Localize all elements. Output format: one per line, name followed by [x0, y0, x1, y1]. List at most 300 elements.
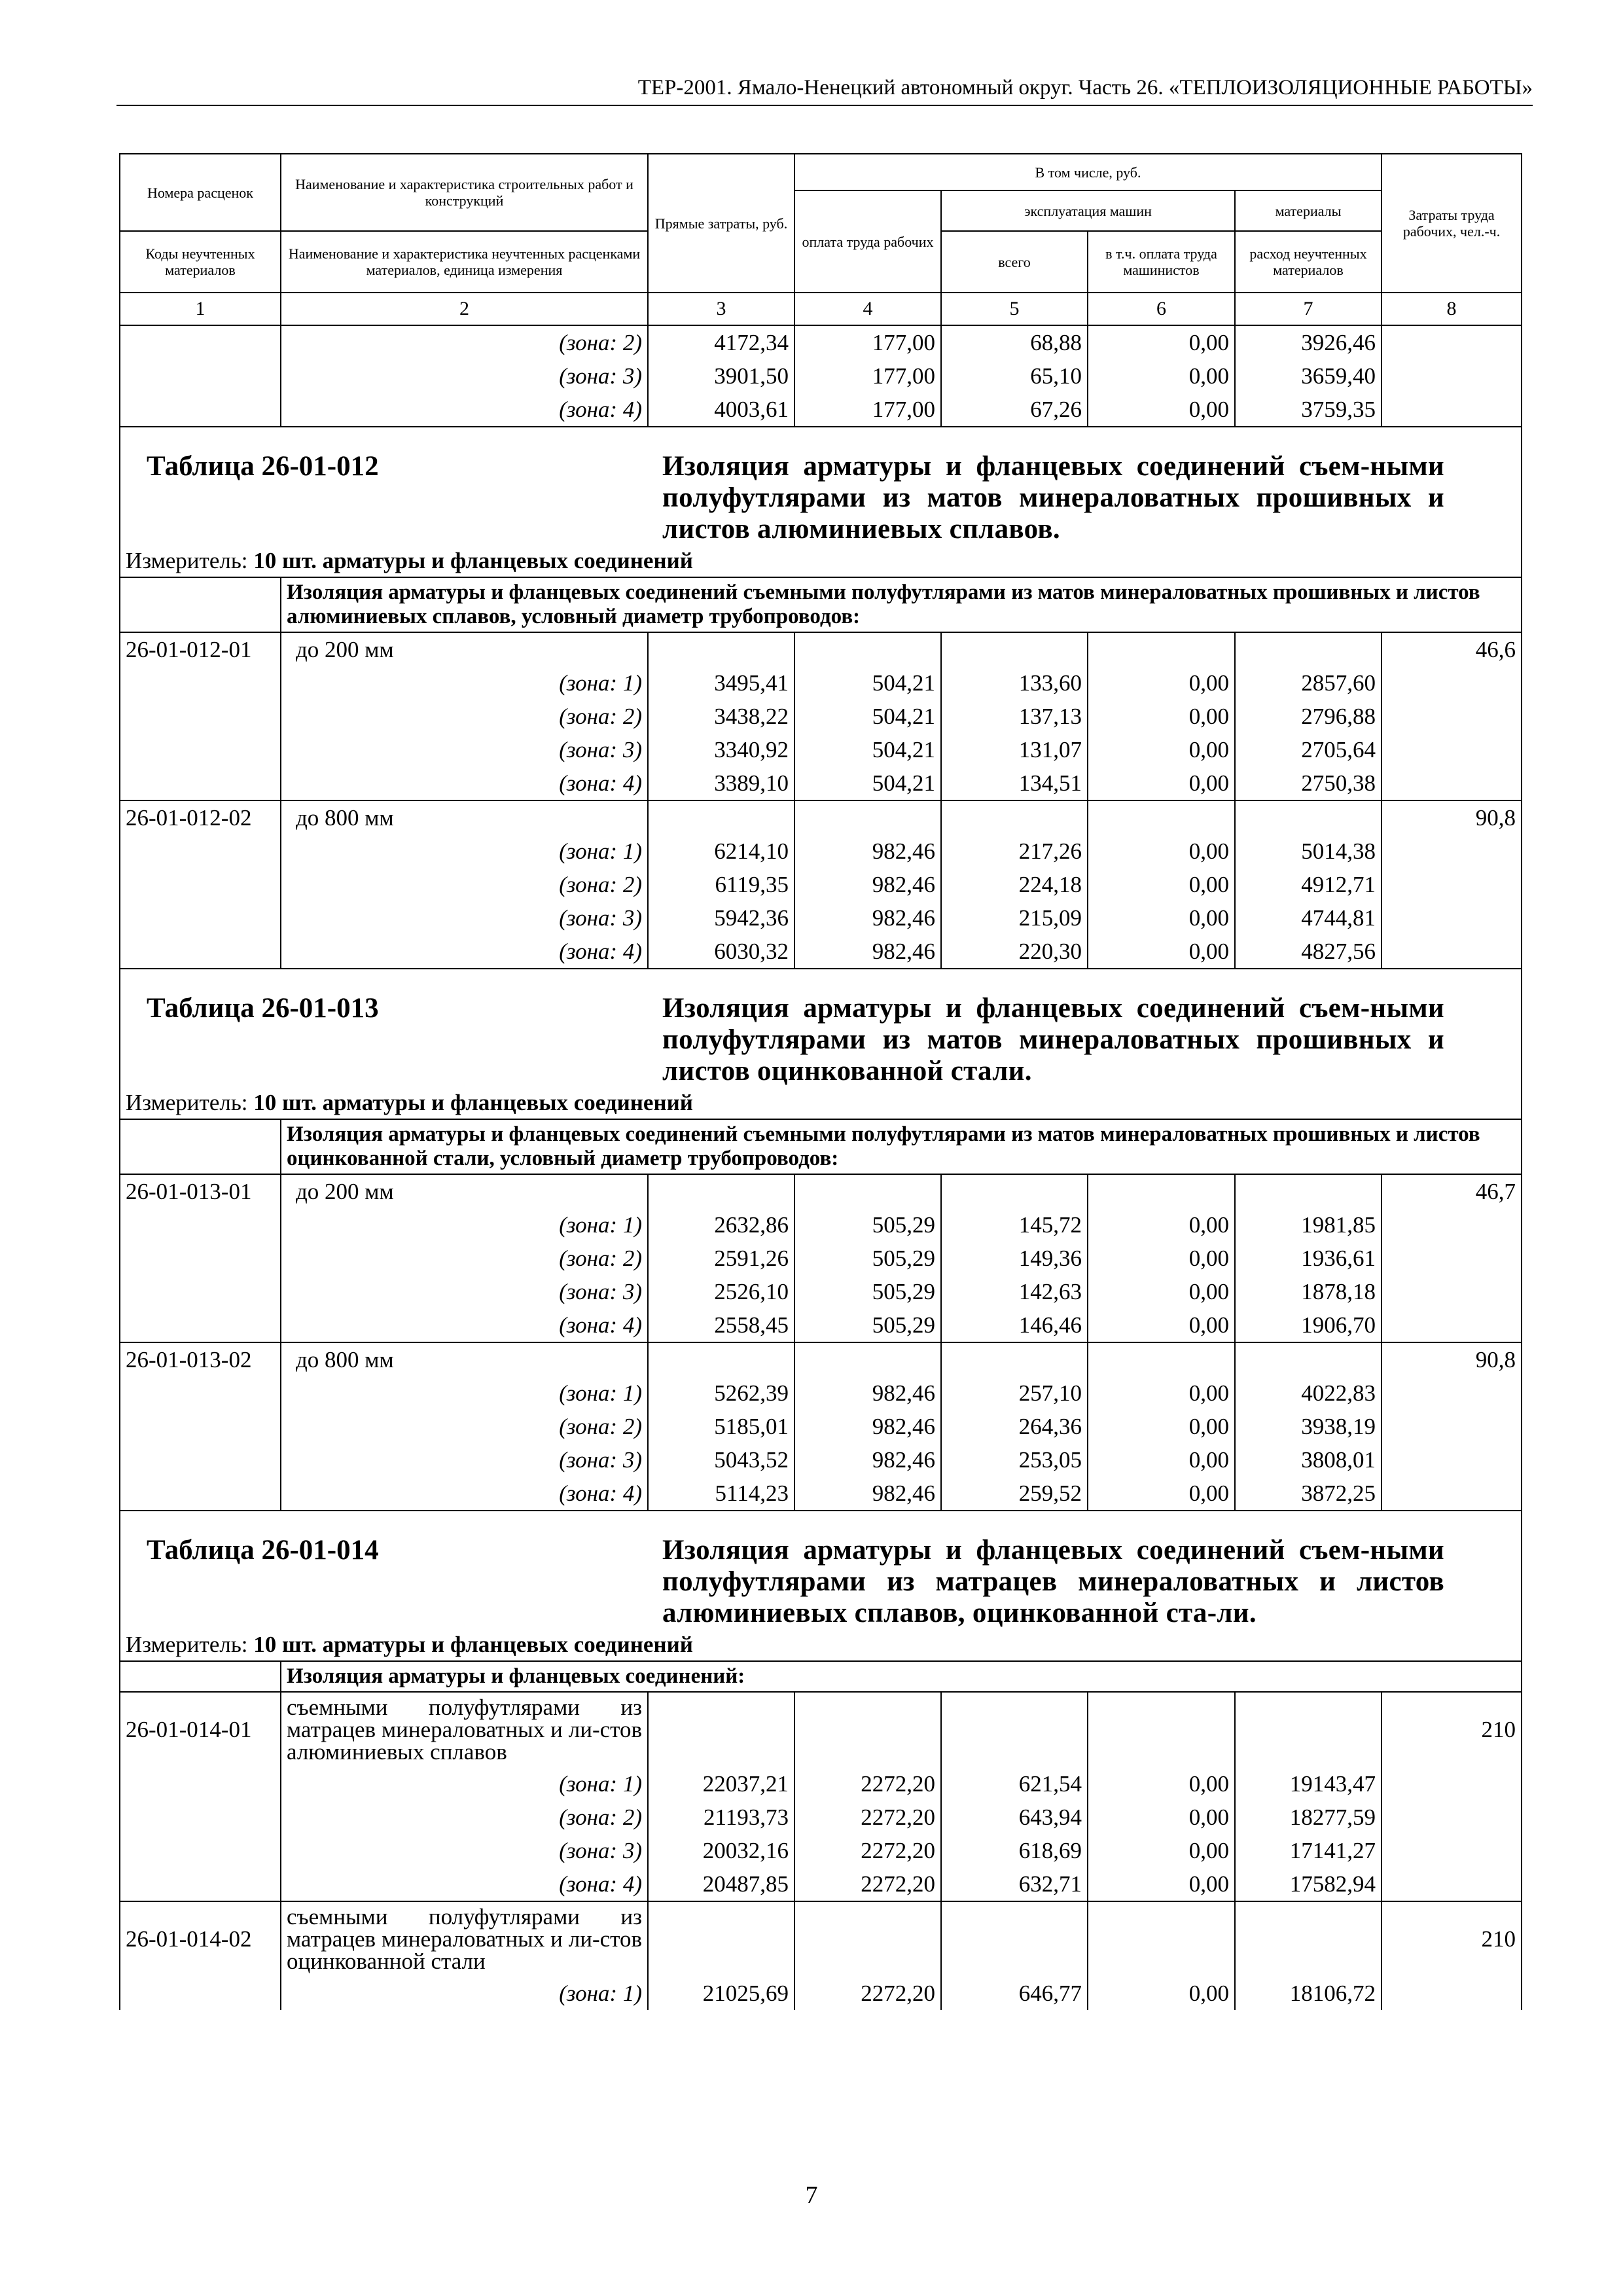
zone-row	[120, 868, 1522, 901]
empty-code-cell	[120, 325, 281, 359]
header-machines: эксплуатация машин	[941, 190, 1235, 231]
meter-label: Измеритель:	[126, 1632, 248, 1657]
materials-value: 4827,56	[1235, 935, 1382, 969]
zone-row	[120, 1977, 1522, 2010]
labor-pay-value: 505,29	[794, 1308, 941, 1342]
labor-hours-value: 90,8	[1382, 800, 1522, 834]
empty-code-cell	[120, 901, 281, 935]
materials-value: 3938,19	[1235, 1410, 1382, 1443]
machines-value: 142,63	[941, 1275, 1088, 1308]
rate-row	[120, 1342, 1522, 1376]
empty-hours-cell	[1382, 1208, 1522, 1242]
zone-row	[120, 1443, 1522, 1477]
machines-value: 257,10	[941, 1376, 1088, 1410]
rate-name: съемными полуфутлярами из матрацев минераловатных и ли-стов оцинкованной стали	[281, 1901, 648, 1977]
empty-code-cell	[120, 1208, 281, 1242]
zone-row	[120, 359, 1522, 393]
labor-hours-value: 90,8	[1382, 1342, 1522, 1376]
operators-pay-value: 0,00	[1088, 1242, 1235, 1275]
machines-value: 220,30	[941, 935, 1088, 969]
rate-code: 26-01-013-01	[120, 1174, 281, 1208]
col-number: 4	[794, 293, 941, 325]
header-labor-pay: оплата труда рабочих	[794, 190, 941, 293]
zone-row	[120, 834, 1522, 868]
empty-code-cell	[120, 868, 281, 901]
page-number: 7	[805, 2181, 818, 2209]
operators-pay-value: 0,00	[1088, 393, 1235, 427]
col-number: 2	[281, 293, 648, 325]
empty-code-cell	[120, 1801, 281, 1834]
rate-code: 26-01-012-01	[120, 632, 281, 666]
direct-cost-value: 3438,22	[648, 700, 794, 733]
operators-pay-value: 0,00	[1088, 935, 1235, 969]
zone-row	[120, 1834, 1522, 1867]
zone-label: (зона: 3)	[281, 733, 648, 766]
machines-value: 133,60	[941, 666, 1088, 700]
empty-code-cell	[120, 1242, 281, 1275]
header-including: В том числе, руб.	[794, 154, 1382, 190]
rate-code: 26-01-013-02	[120, 1342, 281, 1376]
labor-pay-value: 504,21	[794, 766, 941, 800]
materials-value: 3872,25	[1235, 1477, 1382, 1511]
materials-value: 1878,18	[1235, 1275, 1382, 1308]
zone-label: (зона: 1)	[281, 666, 648, 700]
zone-label: (зона: 2)	[281, 325, 648, 359]
empty-code-cell	[120, 1443, 281, 1477]
machines-value: 632,71	[941, 1867, 1088, 1901]
rate-row	[120, 1901, 1522, 1977]
zone-row	[120, 766, 1522, 800]
direct-cost-value: 22037,21	[648, 1767, 794, 1801]
rate-row	[120, 800, 1522, 834]
operators-pay-value: 0,00	[1088, 1801, 1235, 1834]
operators-pay-value: 0,00	[1088, 901, 1235, 935]
materials-value: 19143,47	[1235, 1767, 1382, 1801]
materials-value: 3659,40	[1235, 359, 1382, 393]
labor-pay-value: 177,00	[794, 325, 941, 359]
zone-label: (зона: 4)	[281, 766, 648, 800]
machines-value: 131,07	[941, 733, 1088, 766]
group-row	[120, 1661, 1522, 1692]
operators-pay-value: 0,00	[1088, 1767, 1235, 1801]
col-number: 6	[1088, 293, 1235, 325]
operators-pay-value: 0,00	[1088, 766, 1235, 800]
table-header	[120, 154, 1522, 325]
labor-hours-value: 210	[1382, 1692, 1522, 1767]
rate-name: до 200 мм	[281, 632, 648, 666]
direct-cost-value: 3901,50	[648, 359, 794, 393]
machines-value: 137,13	[941, 700, 1088, 733]
direct-cost-value: 21193,73	[648, 1801, 794, 1834]
header-work-name: Наименование и характеристика строительных работ и конструкций	[281, 154, 648, 231]
rate-code: 26-01-014-01	[120, 1692, 281, 1767]
table-title: Изоляция арматуры и фланцевых соединений съем-ными полуфутлярами из матов минераловатных прошивных и листов оцинкованной стали.	[662, 993, 1444, 1086]
materials-value: 1906,70	[1235, 1308, 1382, 1342]
table-number: Таблица 26-01-014	[147, 1535, 379, 1566]
group-row	[120, 1119, 1522, 1174]
direct-cost-value: 20032,16	[648, 1834, 794, 1867]
empty-hours-cell	[1382, 1376, 1522, 1410]
machines-value: 145,72	[941, 1208, 1088, 1242]
machines-value: 217,26	[941, 834, 1088, 868]
operators-pay-value: 0,00	[1088, 359, 1235, 393]
rate-code: 26-01-014-02	[120, 1901, 281, 1977]
zone-label: (зона: 1)	[281, 1767, 648, 1801]
labor-pay-value: 2272,20	[794, 1977, 941, 2010]
empty-code-cell	[120, 359, 281, 393]
direct-cost-value: 6030,32	[648, 935, 794, 969]
materials-value: 3759,35	[1235, 393, 1382, 427]
zone-label: (зона: 1)	[281, 1208, 648, 1242]
zone-label: (зона: 4)	[281, 1477, 648, 1511]
zone-label: (зона: 4)	[281, 935, 648, 969]
zone-row	[120, 1477, 1522, 1511]
col-number: 1	[120, 293, 281, 325]
zone-row	[120, 325, 1522, 359]
rate-code: 26-01-012-02	[120, 800, 281, 834]
empty-hours-cell	[1382, 700, 1522, 733]
empty-hours-cell	[1382, 325, 1522, 359]
zone-label: (зона: 4)	[281, 1308, 648, 1342]
empty-hours-cell	[1382, 868, 1522, 901]
machines-value: 224,18	[941, 868, 1088, 901]
operators-pay-value: 0,00	[1088, 1477, 1235, 1511]
machines-value: 149,36	[941, 1242, 1088, 1275]
meter-cell	[120, 1087, 1522, 1119]
table-title-row	[120, 1511, 1522, 1629]
direct-cost-value: 5942,36	[648, 901, 794, 935]
rate-row	[120, 632, 1522, 666]
meter-cell	[120, 1629, 1522, 1661]
empty-hours-cell	[1382, 1767, 1522, 1801]
zone-row	[120, 1275, 1522, 1308]
group-row	[120, 577, 1522, 632]
table-title-cell	[120, 427, 1522, 545]
labor-pay-value: 177,00	[794, 359, 941, 393]
group-description: Изоляция арматуры и фланцевых соединений съемными полуфутлярами из матов минераловатных прошивных и листов оцинкованной стали, условный диаметр трубопроводов:	[281, 1119, 1522, 1174]
materials-value: 18277,59	[1235, 1801, 1382, 1834]
zone-row	[120, 901, 1522, 935]
empty-code-cell	[120, 1477, 281, 1511]
machines-value: 65,10	[941, 359, 1088, 393]
zone-label: (зона: 2)	[281, 1801, 648, 1834]
machines-value: 259,52	[941, 1477, 1088, 1511]
empty-code-cell	[120, 577, 281, 632]
zone-label: (зона: 3)	[281, 1275, 648, 1308]
table-title: Изоляция арматуры и фланцевых соединений съем-ными полуфутлярами из матов минераловатных прошивных и листов алюминиевых сплавов.	[662, 451, 1444, 545]
header-direct-costs: Прямые затраты, руб.	[648, 154, 794, 293]
empty-hours-cell	[1382, 901, 1522, 935]
direct-cost-value: 3389,10	[648, 766, 794, 800]
machines-value: 68,88	[941, 325, 1088, 359]
zone-label: (зона: 2)	[281, 868, 648, 901]
direct-cost-value: 4003,61	[648, 393, 794, 427]
zone-row	[120, 666, 1522, 700]
operators-pay-value: 0,00	[1088, 1443, 1235, 1477]
direct-cost-value: 5114,23	[648, 1477, 794, 1511]
materials-value: 18106,72	[1235, 1977, 1382, 2010]
operators-pay-value: 0,00	[1088, 666, 1235, 700]
table-title: Изоляция арматуры и фланцевых соединений съем-ными полуфутлярами из матрацев минераловатных и листов алюминиевых сплавов, оцинкованной ста-ли.	[662, 1535, 1444, 1628]
header-rate-numbers: Номера расценок	[120, 154, 281, 231]
zone-row	[120, 935, 1522, 969]
labor-pay-value: 982,46	[794, 901, 941, 935]
empty-code-cell	[120, 1767, 281, 1801]
table-title-cell	[120, 1511, 1522, 1629]
empty-code-cell	[120, 666, 281, 700]
labor-pay-value: 505,29	[794, 1242, 941, 1275]
empty-hours-cell	[1382, 1275, 1522, 1308]
direct-cost-value: 21025,69	[648, 1977, 794, 2010]
labor-pay-value: 505,29	[794, 1275, 941, 1308]
empty-code-cell	[120, 393, 281, 427]
zone-label: (зона: 1)	[281, 1977, 648, 2010]
rate-name: до 800 мм	[281, 800, 648, 834]
meter-cell	[120, 545, 1522, 577]
zone-row	[120, 1242, 1522, 1275]
empty-code-cell	[120, 1867, 281, 1901]
col-number: 5	[941, 293, 1088, 325]
empty-code-cell	[120, 1834, 281, 1867]
header-labor-hours: Затраты труда рабочих, чел.-ч.	[1382, 154, 1522, 293]
labor-pay-value: 2272,20	[794, 1867, 941, 1901]
empty-code-cell	[120, 700, 281, 733]
empty-code-cell	[120, 1275, 281, 1308]
zone-row	[120, 393, 1522, 427]
table-title-cell	[120, 969, 1522, 1087]
operators-pay-value: 0,00	[1088, 868, 1235, 901]
empty-hours-cell	[1382, 1477, 1522, 1511]
empty-code-cell	[120, 1119, 281, 1174]
rate-name: до 800 мм	[281, 1342, 648, 1376]
labor-pay-value: 177,00	[794, 393, 941, 427]
group-description: Изоляция арматуры и фланцевых соединений:	[281, 1661, 1522, 1692]
header-column-numbers	[120, 293, 1522, 325]
header-material-name: Наименование и характеристика неучтенных расценками материалов, единица измерения	[281, 231, 648, 293]
labor-pay-value: 505,29	[794, 1208, 941, 1242]
labor-hours-value: 46,7	[1382, 1174, 1522, 1208]
direct-cost-value: 5043,52	[648, 1443, 794, 1477]
empty-hours-cell	[1382, 393, 1522, 427]
zone-label: (зона: 2)	[281, 1242, 648, 1275]
empty-hours-cell	[1382, 733, 1522, 766]
operators-pay-value: 0,00	[1088, 1867, 1235, 1901]
labor-hours-value: 46,6	[1382, 632, 1522, 666]
direct-cost-value: 20487,85	[648, 1867, 794, 1901]
zone-label: (зона: 3)	[281, 1834, 648, 1867]
operators-pay-value: 0,00	[1088, 700, 1235, 733]
empty-code-cell	[120, 1376, 281, 1410]
zone-label: (зона: 2)	[281, 1410, 648, 1443]
rate-name: до 200 мм	[281, 1174, 648, 1208]
empty-hours-cell	[1382, 1443, 1522, 1477]
empty-hours-cell	[1382, 1977, 1522, 2010]
operators-pay-value: 0,00	[1088, 1308, 1235, 1342]
empty-hours-cell	[1382, 1867, 1522, 1901]
col-number: 7	[1235, 293, 1382, 325]
empty-code-cell	[120, 733, 281, 766]
zone-row	[120, 1308, 1522, 1342]
materials-value: 2705,64	[1235, 733, 1382, 766]
operators-pay-value: 0,00	[1088, 1208, 1235, 1242]
labor-pay-value: 2272,20	[794, 1767, 941, 1801]
header-material-codes: Коды неучтенных материалов	[120, 231, 281, 293]
table-body	[120, 325, 1522, 2010]
header-material-consumption: расход неучтенных материалов	[1235, 231, 1382, 293]
meter-row	[120, 545, 1522, 577]
machines-value: 253,05	[941, 1443, 1088, 1477]
empty-code-cell	[120, 1661, 281, 1692]
direct-cost-value: 5185,01	[648, 1410, 794, 1443]
zone-row	[120, 733, 1522, 766]
direct-cost-value: 2632,86	[648, 1208, 794, 1242]
direct-cost-value: 6214,10	[648, 834, 794, 868]
empty-code-cell	[120, 1977, 281, 2010]
materials-value: 2857,60	[1235, 666, 1382, 700]
col-number: 3	[648, 293, 794, 325]
labor-pay-value: 982,46	[794, 1410, 941, 1443]
direct-cost-value: 2591,26	[648, 1242, 794, 1275]
direct-cost-value: 2526,10	[648, 1275, 794, 1308]
rate-row	[120, 1692, 1522, 1767]
direct-cost-value: 2558,45	[648, 1308, 794, 1342]
materials-value: 17582,94	[1235, 1867, 1382, 1901]
materials-value: 1981,85	[1235, 1208, 1382, 1242]
zone-row	[120, 700, 1522, 733]
meter-label: Измеритель:	[126, 548, 248, 573]
materials-value: 4744,81	[1235, 901, 1382, 935]
zone-row	[120, 1867, 1522, 1901]
labor-pay-value: 982,46	[794, 1477, 941, 1511]
direct-cost-value: 3340,92	[648, 733, 794, 766]
zone-label: (зона: 4)	[281, 393, 648, 427]
meter-value: 10 шт. арматуры и фланцевых соединений	[253, 548, 693, 573]
machines-value: 67,26	[941, 393, 1088, 427]
materials-value: 1936,61	[1235, 1242, 1382, 1275]
empty-hours-cell	[1382, 359, 1522, 393]
operators-pay-value: 0,00	[1088, 1275, 1235, 1308]
materials-value: 3926,46	[1235, 325, 1382, 359]
meter-value: 10 шт. арматуры и фланцевых соединений	[253, 1632, 693, 1657]
labor-pay-value: 982,46	[794, 868, 941, 901]
rate-name: съемными полуфутлярами из матрацев минераловатных и ли-стов алюминиевых сплавов	[281, 1692, 648, 1767]
direct-cost-value: 4172,34	[648, 325, 794, 359]
machines-value: 146,46	[941, 1308, 1088, 1342]
materials-value: 5014,38	[1235, 834, 1382, 868]
empty-hours-cell	[1382, 666, 1522, 700]
header-machines-total: всего	[941, 231, 1088, 293]
materials-value: 2796,88	[1235, 700, 1382, 733]
table-title-row	[120, 969, 1522, 1087]
price-table	[119, 153, 1522, 2010]
empty-hours-cell	[1382, 1834, 1522, 1867]
direct-cost-value: 5262,39	[648, 1376, 794, 1410]
empty-hours-cell	[1382, 935, 1522, 969]
meter-row	[120, 1087, 1522, 1119]
operators-pay-value: 0,00	[1088, 733, 1235, 766]
table-number: Таблица 26-01-013	[147, 993, 379, 1024]
zone-label: (зона: 1)	[281, 1376, 648, 1410]
materials-value: 4022,83	[1235, 1376, 1382, 1410]
empty-code-cell	[120, 935, 281, 969]
zone-row	[120, 1767, 1522, 1801]
labor-pay-value: 504,21	[794, 733, 941, 766]
meter-value: 10 шт. арматуры и фланцевых соединений	[253, 1090, 693, 1115]
header-materials: материалы	[1235, 190, 1382, 231]
zone-row	[120, 1376, 1522, 1410]
operators-pay-value: 0,00	[1088, 1410, 1235, 1443]
machines-value: 618,69	[941, 1834, 1088, 1867]
meter-label: Измеритель:	[126, 1090, 248, 1115]
materials-value: 17141,27	[1235, 1834, 1382, 1867]
empty-hours-cell	[1382, 1308, 1522, 1342]
table-title-row	[120, 427, 1522, 545]
table-number: Таблица 26-01-012	[147, 451, 379, 482]
machines-value: 215,09	[941, 901, 1088, 935]
zone-label: (зона: 4)	[281, 1867, 648, 1901]
group-description: Изоляция арматуры и фланцевых соединений съемными полуфутлярами из матов минераловатных прошивных и листов алюминиевых сплавов, условный диаметр трубопроводов:	[281, 577, 1522, 632]
operators-pay-value: 0,00	[1088, 1376, 1235, 1410]
empty-code-cell	[120, 766, 281, 800]
direct-cost-value: 3495,41	[648, 666, 794, 700]
materials-value: 2750,38	[1235, 766, 1382, 800]
direct-cost-value: 6119,35	[648, 868, 794, 901]
zone-label: (зона: 1)	[281, 834, 648, 868]
empty-code-cell	[120, 1308, 281, 1342]
operators-pay-value: 0,00	[1088, 1834, 1235, 1867]
machines-value: 643,94	[941, 1801, 1088, 1834]
zone-row	[120, 1410, 1522, 1443]
materials-value: 4912,71	[1235, 868, 1382, 901]
empty-hours-cell	[1382, 766, 1522, 800]
empty-hours-cell	[1382, 1801, 1522, 1834]
labor-pay-value: 982,46	[794, 1376, 941, 1410]
machines-value: 621,54	[941, 1767, 1088, 1801]
empty-hours-cell	[1382, 1410, 1522, 1443]
materials-value: 3808,01	[1235, 1443, 1382, 1477]
operators-pay-value: 0,00	[1088, 325, 1235, 359]
header-operators-pay: в т.ч. оплата труда машинистов	[1088, 231, 1235, 293]
machines-value: 646,77	[941, 1977, 1088, 2010]
col-number: 8	[1382, 293, 1522, 325]
labor-pay-value: 2272,20	[794, 1834, 941, 1867]
labor-pay-value: 982,46	[794, 1443, 941, 1477]
zone-row	[120, 1801, 1522, 1834]
empty-code-cell	[120, 834, 281, 868]
labor-hours-value: 210	[1382, 1901, 1522, 1977]
rate-row	[120, 1174, 1522, 1208]
operators-pay-value: 0,00	[1088, 1977, 1235, 2010]
labor-pay-value: 2272,20	[794, 1801, 941, 1834]
labor-pay-value: 982,46	[794, 834, 941, 868]
meter-row	[120, 1629, 1522, 1661]
zone-label: (зона: 3)	[281, 1443, 648, 1477]
machines-value: 264,36	[941, 1410, 1088, 1443]
empty-code-cell	[120, 1410, 281, 1443]
labor-pay-value: 504,21	[794, 700, 941, 733]
running-header: ТЕР-2001. Ямало-Ненецкий автономный округ. Часть 26. «ТЕПЛОИЗОЛЯЦИОННЫЕ РАБОТЫ»	[116, 71, 1533, 106]
machines-value: 134,51	[941, 766, 1088, 800]
zone-label: (зона: 3)	[281, 901, 648, 935]
empty-hours-cell	[1382, 834, 1522, 868]
zone-label: (зона: 3)	[281, 359, 648, 393]
empty-hours-cell	[1382, 1242, 1522, 1275]
labor-pay-value: 504,21	[794, 666, 941, 700]
zone-row	[120, 1208, 1522, 1242]
operators-pay-value: 0,00	[1088, 834, 1235, 868]
labor-pay-value: 982,46	[794, 935, 941, 969]
zone-label: (зона: 2)	[281, 700, 648, 733]
